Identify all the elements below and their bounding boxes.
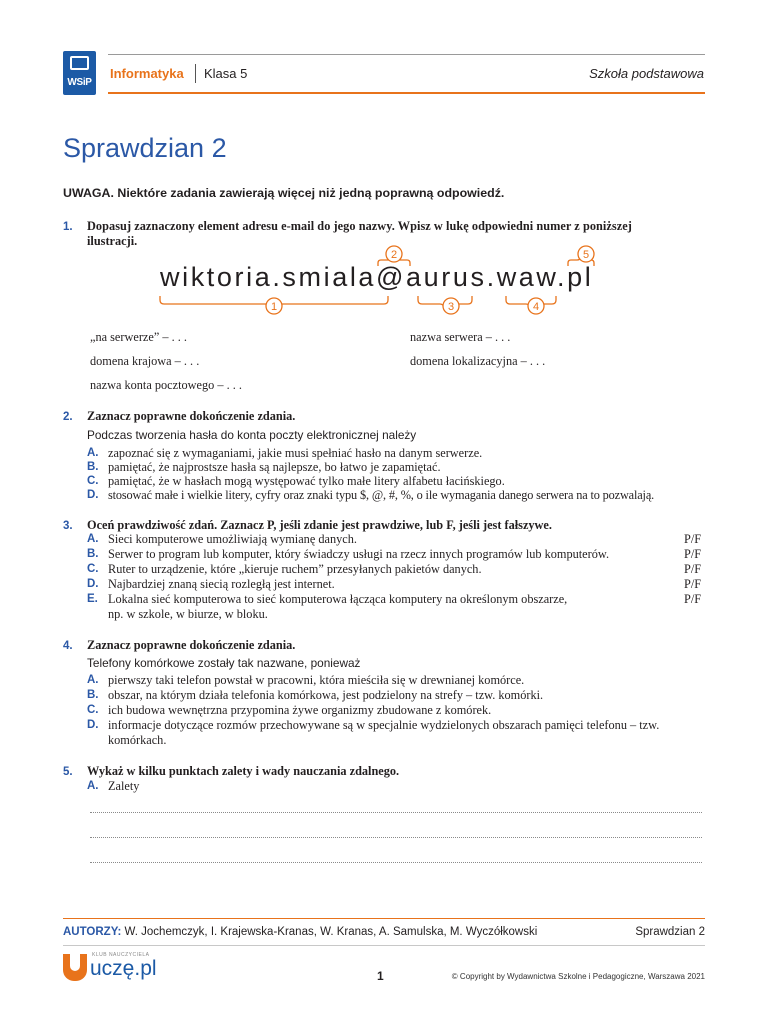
marker-label: 3 — [447, 301, 455, 313]
question-number: 1. — [63, 221, 73, 233]
wsip-logo — [63, 51, 96, 95]
fill-item[interactable]: domena krajowa – . . . — [90, 354, 200, 368]
fill-item[interactable]: nazwa serwera – . . . — [410, 330, 511, 344]
pf-choice[interactable]: P/F — [684, 562, 702, 576]
authors — [63, 926, 537, 938]
marker-label: 5 — [582, 249, 590, 261]
option-letter: E. — [87, 593, 98, 605]
option-letter: C. — [87, 704, 99, 716]
pf-choice[interactable]: P/F — [684, 547, 702, 561]
option-text: Lokalna sieć komputerowa to sieć komputerowa łącząca komputery na określonym obszarze, — [108, 592, 568, 606]
pf-choice[interactable]: P/F — [684, 577, 702, 591]
header-top-rule — [108, 54, 705, 55]
fill-item[interactable]: „na serwerze” – . . . — [90, 330, 187, 344]
option-text: Serwer to program lub komputer, który świadczy usługi na rzecz innych programów lub komputerów. — [108, 547, 610, 561]
subject-label: Informatyka — [110, 66, 184, 81]
option-letter: B. — [87, 548, 99, 560]
option-letter: D. — [87, 719, 99, 731]
school-label: Szkoła podstawowa — [589, 66, 704, 81]
answer-line[interactable] — [90, 862, 702, 863]
question-number: 2. — [63, 411, 73, 423]
option-text: zapoznać się z wymaganiami, jakie musi spełniać hasło na danym serwerze. — [108, 446, 483, 460]
fill-item[interactable]: nazwa konta pocztowego – . . . — [90, 378, 242, 392]
brand-name: uczę.pl — [90, 957, 157, 980]
authors-label: AUTORZY: — [63, 926, 122, 938]
option-text: stosować małe i wielkie litery, cyfry oraz znaki typu $, @, #, %, o ile wymagania danego serwera na to pozwalają. — [108, 488, 655, 502]
option-text: informacje dotyczące rozmów przechowywane są w specjalnie wydzielonych obszarach pamięci telefonu – tzw. — [108, 718, 660, 732]
footer-divider — [63, 945, 705, 946]
option-letter: D. — [87, 578, 99, 590]
answer-line[interactable] — [90, 837, 702, 838]
option-text: Ruter to urządzenie, które „kieruje ruchem” przesyłanych pakietów danych. — [108, 562, 482, 576]
question-number: 5. — [63, 766, 73, 778]
class-label: Klasa 5 — [204, 66, 248, 81]
option-letter: C. — [87, 563, 99, 575]
option-text: ich budowa wewnętrzna przypomina żywe organizmy zbudowane z komórek. — [108, 703, 492, 717]
option-letter: A. — [87, 674, 99, 686]
question-4-intro: Telefony komórkowe zostały tak nazwane, ponieważ — [87, 656, 361, 670]
ucze-logo-icon — [63, 954, 87, 981]
header-bottom-rule — [108, 92, 705, 94]
option-letter: B. — [87, 461, 99, 473]
footer-rule — [63, 918, 705, 919]
marker-label: 1 — [270, 301, 278, 313]
option-letter: C. — [87, 475, 99, 487]
option-text: Sieci komputerowe umożliwiają wymianę danych. — [108, 532, 357, 546]
marker-label: 2 — [390, 249, 398, 261]
question-1-line2: ilustracji. — [87, 234, 138, 248]
email-address: wiktoria.smiala@aurus.waw.pl — [160, 262, 594, 292]
question-3-text: Oceń prawdziwość zdań. Zaznacz P, jeśli zdanie jest prawdziwe, lub F, jeśli jest fałszywe. — [87, 518, 552, 532]
option-text: pamiętać, że najprostsze hasła są najlepsze, bo łatwo je zapamiętać. — [108, 460, 441, 474]
option-letter: A. — [87, 780, 99, 792]
header-separator — [195, 64, 196, 83]
option-text: obszar, na którym działa telefonia komórkowa, jest podzielony na strefy – tzw. komórki. — [108, 688, 544, 702]
logo-text: WSiP — [67, 77, 92, 88]
pf-choice[interactable]: P/F — [684, 532, 702, 546]
option-letter: A. — [87, 447, 99, 459]
option-text: pamiętać, że w hasłach mogą występować tylko małe litery alfabetu łacińskiego. — [108, 474, 505, 488]
question-2-intro: Podczas tworzenia hasła do konta poczty elektronicznej należy — [87, 428, 417, 442]
email-annotation-brackets — [150, 240, 610, 320]
option-text: np. w szkole, w biurze, w bloku. — [108, 607, 268, 621]
note: UWAGA. Niektóre zadania zawierają więcej niż jedną poprawną odpowiedź. — [63, 186, 505, 200]
doc-name: Sprawdzian 2 — [635, 926, 705, 938]
option-letter: A. — [87, 533, 99, 545]
question-5-text: Wykaż w kilku punktach zalety i wady nauczania zdalnego. — [87, 764, 400, 778]
question-number: 4. — [63, 640, 73, 652]
option-text: Najbardziej znaną siecią rozległą jest internet. — [108, 577, 335, 591]
authors-names: W. Jochemczyk, I. Krajewska-Kranas, W. Kranas, A. Samulska, M. Wyczółkowski — [121, 926, 538, 938]
page-title: Sprawdzian 2 — [63, 133, 227, 163]
fill-item[interactable]: domena lokalizacyjna – . . . — [410, 354, 546, 368]
page-number: 1 — [377, 969, 384, 983]
option-text: Zalety — [108, 779, 140, 793]
option-letter: D. — [87, 489, 99, 501]
question-1-line1: Dopasuj zaznaczony element adresu e-mail do jego nazwy. Wpisz w lukę odpowiedni numer z poniższej — [87, 219, 632, 233]
answer-line[interactable] — [90, 812, 702, 813]
option-letter: B. — [87, 689, 99, 701]
pf-choice[interactable]: P/F — [684, 592, 702, 606]
logo-icon — [70, 56, 89, 70]
brand-small: KLUB NAUCZYCIELA — [92, 952, 150, 958]
question-2-text: Zaznacz poprawne dokończenie zdania. — [87, 409, 296, 423]
copyright: © Copyright by Wydawnictwa Szkolne i Pedagogiczne, Warszawa 2021 — [451, 972, 705, 981]
question-4-text: Zaznacz poprawne dokończenie zdania. — [87, 638, 296, 652]
marker-label: 4 — [532, 301, 540, 313]
question-number: 3. — [63, 520, 73, 532]
option-text: pierwszy taki telefon powstał w pracowni, która mieściła się w drewnianej komórce. — [108, 673, 525, 687]
option-text: komórkach. — [108, 733, 167, 747]
